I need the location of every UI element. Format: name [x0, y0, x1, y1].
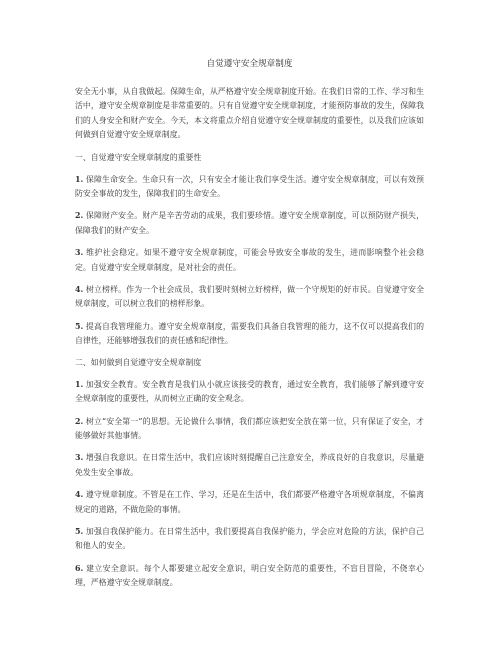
- list-item: [75, 525, 424, 554]
- item-number: 1.: [75, 379, 84, 389]
- item-text: 保障生命安全。生命只有一次，只有安全才能让我们享受生活。遵守安全规章制度，可以有效预防安全事故的发生，保障我们的生命安全。: [75, 174, 424, 199]
- item-number: 3.: [75, 248, 84, 258]
- item-text: 树立榜样。作为一个社会成员，我们要时刻树立好榜样，做一个守规矩的好市民。自觉遵守安全规章制度，可以树立我们的榜样形象。: [75, 285, 424, 309]
- list-item: [75, 173, 424, 202]
- list-item: [75, 415, 424, 444]
- item-text: 维护社会稳定。如果不遵守安全规章制度，可能会导致安全事故的发生，进而影响整个社会稳定。自觉遵守安全规章制度，是对社会的责任。: [75, 248, 424, 272]
- item-text: 建立安全意识。每个人都要建立起安全意识，明白安全防范的重要性，不盲目冒险，不侥幸心理，严格遵守安全规章制度。: [75, 563, 424, 588]
- item-text: 增强自我意识。在日常生活中，我们应该时刻提醒自己注意安全，养成良好的自我意识，尽量避免发生安全事故。: [75, 453, 424, 477]
- item-number: 4.: [75, 285, 84, 295]
- list-item: [75, 378, 424, 407]
- item-text: 加强自我保护能力。在日常生活中，我们要提高自我保护能力，学会应对危险的方法，保护自己和他人的安全。: [75, 526, 424, 551]
- list-item: [75, 488, 424, 517]
- list-item: [75, 562, 424, 591]
- item-number: 2.: [75, 211, 84, 221]
- item-number: 5.: [75, 526, 84, 536]
- item-number: 1.: [75, 174, 84, 184]
- item-number: 3.: [75, 453, 84, 463]
- item-number: 6.: [75, 563, 84, 573]
- item-text: 提高自我管理能力。遵守安全规章制度，需要我们具备自我管理的能力，这不仅可以提高我们的自律性，还能够增强我们的责任感和纪律性。: [75, 321, 424, 346]
- intro-paragraph: 安全无小事，从自我做起。保障生命，从严格遵守安全规章制度开始。在我们日常的工作、学习和生活中，遵守安全规章制度是非常重要的。只有自觉遵守安全规章制度，才能预防事故的发生，保障我们的人身安全和财产安全。今天，本文将重点介绍自觉遵守安全规章制度的重要性，以及我们应该如何做到自觉遵守安全规章制度。: [75, 87, 424, 140]
- section-heading-importance: 一、自觉遵守安全规章制度的重要性: [75, 152, 202, 162]
- item-number: 4.: [75, 490, 84, 500]
- list-item: [75, 209, 424, 238]
- item-text: 遵守规章制度。不管是在工作、学习，还是在生活中，我们都要严格遵守各项规章制度，不偏离规定的道路，不做危险的事情。: [75, 490, 424, 514]
- list-item: [75, 246, 424, 275]
- item-number: 5.: [75, 321, 84, 331]
- list-item: [75, 451, 424, 480]
- list-item: [75, 320, 424, 349]
- document-title: 自觉遵守安全规章制度: [206, 59, 293, 69]
- section-heading-how-to: 二、如何做到自觉遵守安全规章制度: [75, 357, 202, 367]
- item-text: 保障财产安全。财产是辛苦劳动的成果，我们要珍惜。遵守安全规章制度，可以预防财产损失，保障我们的财产安全。: [75, 211, 424, 235]
- item-number: 2.: [75, 416, 84, 426]
- item-text: 加强安全教育。安全教育是我们从小就应该接受的教育，通过安全教育，我们能够了解到遵守安全规章制度的重要性，从而树立正确的安全观念。: [75, 379, 424, 404]
- list-item: [75, 283, 424, 312]
- item-text: 树立“安全第一”的思想。无论做什么事情，我们都应该把安全放在第一位，只有保证了安全，才能够做好其他事情。: [75, 416, 424, 440]
